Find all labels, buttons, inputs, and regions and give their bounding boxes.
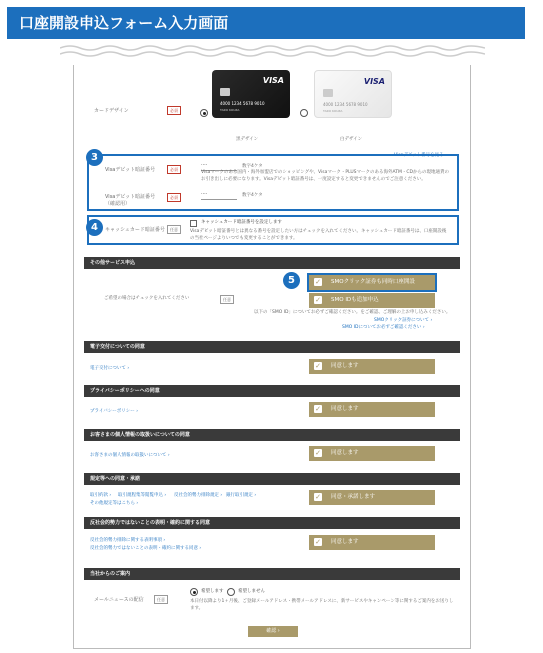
terms-link-4[interactable]: 銀行取引規定 › bbox=[226, 493, 257, 498]
card-design-black-radio[interactable] bbox=[200, 109, 208, 117]
privacy-agree-checkbox[interactable] bbox=[309, 402, 435, 417]
terms-link-1[interactable]: 取引約款 › bbox=[90, 493, 112, 498]
cash-pin-checkbox-label: キャッシュカード暗証番号を設定します bbox=[201, 220, 282, 225]
smo-highlight-box bbox=[307, 273, 437, 292]
card-design-label: カードデザイン bbox=[94, 108, 129, 114]
pin-note: Visaマークのある国内・海外加盟店でのショッピングや、Visaマーク・PLUSマークのある海外ATM・CDからの現地通貨のお引き出しに必要になります。Visaデビット暗証番号は、一度設定すると変更できませんのでご注意ください。 bbox=[201, 170, 450, 182]
chip-icon bbox=[220, 88, 230, 96]
smo-id-link[interactable]: SMO IDについてお必ずご確認ください › bbox=[342, 325, 425, 330]
pin-hint: 数字4ケタ bbox=[242, 164, 263, 169]
card-holder: TARO KOUZA bbox=[323, 109, 343, 113]
card-design-white-radio[interactable] bbox=[300, 109, 308, 117]
e-delivery-agree-label: 同意します bbox=[331, 363, 359, 369]
e-delivery-agree-checkbox[interactable] bbox=[309, 359, 435, 374]
card-number: 4000 1234 5678 9010 bbox=[220, 101, 265, 106]
privacy-header: プライバシーポリシーへの同意 bbox=[84, 385, 460, 397]
visa-logo: VISA bbox=[262, 76, 284, 85]
privacy-agree-label: 同意します bbox=[331, 406, 359, 412]
anti-social-agree-checkbox[interactable] bbox=[309, 535, 435, 550]
pin-confirm-label: Visaデビット暗証番号（確認用） bbox=[105, 194, 156, 207]
other-services-header: その他サービス申込 bbox=[84, 257, 460, 269]
black-design-caption: 黒デザイン bbox=[236, 137, 259, 142]
anti-social-agree-label: 同意します bbox=[331, 539, 359, 545]
cash-pin-note: Visaデビット暗証番号とは異なる番号を設定したい方はチェックを入れてください。キャッシュカード暗証番号は、口座開設後の当社ページよりいつでも変更することができます。 bbox=[190, 229, 447, 241]
black-card-image[interactable] bbox=[212, 70, 290, 118]
optional-badge: 任意 bbox=[167, 225, 181, 234]
terms-link-3[interactable]: 反社会的勢力排除規定 › bbox=[174, 493, 223, 498]
personal-info-link[interactable]: お客さまの個人情報の取扱いについて › bbox=[90, 453, 170, 458]
cash-pin-checkbox[interactable] bbox=[190, 220, 197, 227]
mail-news-no-label: 希望しません bbox=[238, 589, 265, 594]
smo-id-label: SMO IDも追加申込 bbox=[331, 297, 379, 303]
personal-info-agree-label: 同意します bbox=[331, 450, 359, 456]
checkmark-icon: ✓ bbox=[315, 405, 321, 413]
page-title: 口座開設申込フォーム入力画面 bbox=[19, 14, 229, 32]
privacy-link[interactable]: プライバシーポリシー › bbox=[90, 409, 139, 414]
form-panel bbox=[73, 65, 471, 649]
mail-news-header: 当社からのご案内 bbox=[84, 568, 460, 580]
terms-agree-label: 同意・承諾します bbox=[331, 494, 376, 500]
checkmark-icon: ✓ bbox=[315, 362, 321, 370]
page-title-bar bbox=[7, 7, 525, 39]
required-badge: 必須 bbox=[167, 165, 181, 174]
personal-info-agree-checkbox[interactable] bbox=[309, 446, 435, 461]
pin-confirm-hint: 数字4ケタ bbox=[242, 193, 263, 198]
checkmark-icon: ✓ bbox=[315, 296, 321, 304]
pin-confirm-input[interactable]: ···· bbox=[201, 191, 237, 200]
mail-news-note: 本日付以降より1ヶ月後、ご登録メールアドレス・携帯メールアドレスに、新サービスやキャンペーン等に関するご案内をお送りします。 bbox=[190, 599, 454, 611]
card-number: 4000 1234 5678 9010 bbox=[323, 102, 368, 107]
cash-pin-label: キャッシュカード暗証番号 bbox=[105, 227, 165, 233]
pin-link[interactable]: Visaデビット番号を見る bbox=[394, 153, 444, 158]
white-design-caption: 白デザイン bbox=[340, 137, 363, 142]
mail-news-label: メールニュースの配信 bbox=[94, 597, 144, 603]
mail-news-no-radio[interactable] bbox=[227, 588, 235, 596]
terms-link-extra[interactable]: その他規定等はこちら › bbox=[90, 501, 139, 506]
checkmark-icon: ✓ bbox=[315, 493, 321, 501]
checkmark-icon: ✓ bbox=[315, 278, 321, 286]
smo-id-checkbox[interactable] bbox=[309, 293, 435, 308]
confirm-button[interactable]: 確認 › bbox=[248, 626, 298, 637]
required-badge: 必須 bbox=[167, 106, 181, 115]
anti-social-header: 反社会的勢力ではないことの表明・確約に関する同意 bbox=[84, 517, 460, 529]
mail-news-yes-radio[interactable] bbox=[190, 588, 198, 596]
white-card-image[interactable] bbox=[314, 70, 392, 118]
e-delivery-header: 電子交付についての同意 bbox=[84, 341, 460, 353]
terms-link-2[interactable]: 取引規程集等閲覧申込 › bbox=[118, 493, 167, 498]
card-holder: TARO KOUZA bbox=[220, 108, 240, 112]
checkmark-icon: ✓ bbox=[315, 449, 321, 457]
mail-news-yes-label: 希望します bbox=[201, 589, 224, 594]
smo-securities-label: SMOクリック証券も同時口座開設 bbox=[331, 279, 415, 285]
terms-agree-checkbox[interactable] bbox=[309, 490, 435, 505]
smo-securities-link[interactable]: SMOクリック証券について › bbox=[374, 318, 433, 323]
other-services-label: ご希望の場合はチェックを入れてください bbox=[104, 296, 190, 301]
personal-info-header: お客さまの個人情報の取扱いについての同意 bbox=[84, 429, 460, 441]
step-badge-3: 3 bbox=[86, 149, 103, 166]
required-badge: 必須 bbox=[167, 193, 181, 202]
pin-label: Visaデビット暗証番号 bbox=[105, 167, 156, 173]
anti-social-link-1[interactable]: 反社会的勢力排除に関する表明事項 › bbox=[90, 538, 166, 543]
e-delivery-link[interactable]: 電子交付について › bbox=[90, 366, 130, 371]
step-badge-4: 4 bbox=[86, 219, 103, 236]
terms-header: 規定等への同意・承諾 bbox=[84, 473, 460, 485]
anti-social-link-2[interactable]: 反社会的勢力ではないことの表明・確約に関する同意 › bbox=[90, 546, 202, 551]
step-badge-5: 5 bbox=[283, 272, 300, 289]
optional-badge: 任意 bbox=[220, 295, 234, 304]
visa-logo: VISA bbox=[363, 77, 385, 86]
checkmark-icon: ✓ bbox=[315, 538, 321, 546]
other-services-note: 以下の「SMO ID」についてお必ずご確認ください。をご確認、ご理解の上お申し込みください。 bbox=[254, 310, 451, 315]
chip-icon bbox=[323, 89, 333, 97]
optional-badge: 任意 bbox=[154, 595, 168, 604]
pin-input[interactable]: ···· bbox=[201, 162, 237, 171]
